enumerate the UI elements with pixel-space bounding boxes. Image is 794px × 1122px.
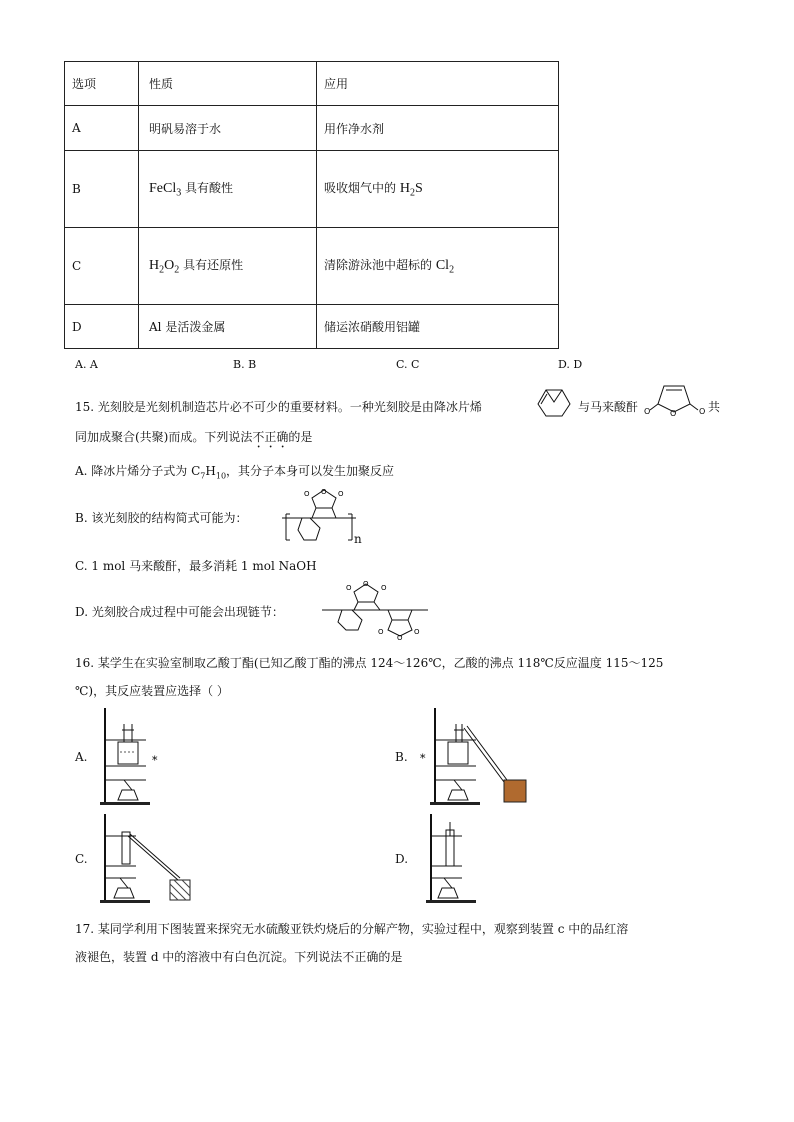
oxygen-label: O — [670, 409, 677, 418]
oxygen-label: O — [397, 634, 403, 642]
polymer-structure-b — [280, 484, 365, 546]
q16-label-a[interactable]: A. — [75, 750, 88, 764]
table-row — [65, 106, 559, 151]
q17-line2: 液褪色，装置 d 中的溶液中有白色沉淀。下列说法不正确的是 — [75, 950, 403, 964]
formula: S — [414, 181, 423, 197]
formula: H — [149, 258, 160, 274]
apparatus-b — [418, 708, 534, 808]
options-table — [64, 61, 559, 349]
row-property — [139, 228, 317, 305]
q15-line2-b: 的是 — [288, 430, 313, 444]
q15-stem-b: 与马来酸酐 — [578, 400, 639, 414]
q17-line1: 17. 某同学利用下图装置来探究无水硫酸亚铁灼烧后的分解产物，实验过程中，观察到装置 c 中的品红溶 — [75, 922, 629, 936]
q15-stem-line2 — [75, 428, 312, 451]
table-header-row — [65, 62, 559, 106]
row-use: 储运浓硝酸用铝罐 — [317, 305, 559, 349]
q16-label-d[interactable]: D. — [395, 852, 409, 866]
oxygen-label: O — [414, 628, 420, 636]
norbornene-structure — [532, 386, 577, 420]
answer-b[interactable]: B. B — [233, 358, 257, 371]
answer-c[interactable]: C. C — [396, 358, 420, 371]
row-use: 用作净水剂 — [317, 106, 559, 151]
polymer-n: n — [354, 532, 362, 546]
q15-stem-c: 共 — [708, 400, 721, 414]
oxygen-label: O — [363, 580, 369, 588]
q16-label-b[interactable]: B. — [395, 750, 408, 764]
row-option: A — [65, 106, 139, 151]
formula-sub: 7 — [200, 471, 206, 481]
formula-sub: 2 — [409, 187, 415, 199]
q16-line1: 16. 某学生在实验室制取乙酸丁酯(已知乙酸丁酯的沸点 124～126℃，乙酸的沸点 118℃反应温度 115～125 — [75, 656, 664, 670]
formula-sub: 2 — [174, 264, 180, 276]
q15-option-c[interactable]: C. 1 mol 马来酸酐，最多消耗 1 mol NaOH — [75, 559, 317, 573]
row-use — [317, 228, 559, 305]
formula-sub: 2 — [159, 264, 165, 276]
q15-emphasis: 不正确 — [252, 430, 289, 444]
oxygen-label: O — [338, 490, 344, 498]
q15-optA-post: ，其分子本身可以发生加聚反应 — [226, 464, 395, 478]
oxygen-label: O — [304, 490, 310, 498]
apparatus-d — [422, 814, 482, 906]
q15-optA-mid: H — [205, 464, 216, 478]
formula: O — [164, 258, 175, 274]
q15-optA-pre: A. 降冰片烯分子式为 C — [75, 464, 201, 478]
oxygen-label: O — [699, 407, 706, 416]
property-text: 具有还原性 — [179, 258, 244, 273]
q16-line2: ℃)，其反应装置应选择（ ） — [75, 684, 229, 698]
formula-sub: 2 — [449, 264, 455, 276]
formula: H — [399, 181, 410, 197]
q15-stem-a: 15. 光刻胶是光刻机制造芯片必不可少的重要材料。一种光刻胶是由降冰片烯 — [75, 400, 482, 414]
apparatus-c — [96, 814, 196, 906]
chain-segment-d — [318, 580, 438, 642]
formula: FeCl — [149, 181, 177, 197]
thermometer-mark: * — [420, 752, 426, 765]
table-row — [65, 228, 559, 305]
row-use — [317, 151, 559, 228]
oxygen-label: O — [346, 584, 352, 592]
q16-label-c[interactable]: C. — [75, 852, 88, 866]
header-use: 应用 — [317, 62, 559, 106]
formula-sub: 10 — [215, 471, 227, 481]
apparatus-a — [96, 708, 176, 808]
oxygen-label: O — [644, 407, 651, 416]
q15-option-b[interactable]: B. 该光刻胶的结构简式可能为： — [75, 511, 248, 525]
row-option: B — [65, 151, 139, 228]
oxygen-label: O — [378, 628, 384, 636]
formula-sub: 3 — [176, 187, 182, 199]
maleic-anhydride-structure — [644, 380, 708, 416]
row-option: D — [65, 305, 139, 349]
q15-option-d[interactable]: D. 光刻胶合成过程中可能会出现链节： — [75, 605, 284, 619]
table-row — [65, 151, 559, 228]
use-text: 清除游泳池中超标的 — [324, 258, 436, 273]
use-text: 吸收烟气中的 — [324, 181, 400, 196]
q15-line2-a: 同加成聚合(共聚)而成。下列说法 — [75, 430, 253, 444]
property-text: 具有酸性 — [181, 181, 234, 196]
oxygen-label: O — [321, 488, 327, 496]
row-property — [139, 151, 317, 228]
row-property: 明矾易溶于水 — [139, 106, 317, 151]
q15-stem-line1 — [75, 398, 482, 415]
header-option: 选项 — [65, 62, 139, 106]
table-row — [65, 305, 559, 349]
answer-a[interactable]: A. A — [75, 358, 98, 371]
answer-d[interactable]: D. D — [558, 358, 583, 371]
header-property: 性质 — [139, 62, 317, 106]
formula: Cl — [435, 258, 450, 274]
thermometer-mark: * — [152, 754, 158, 767]
row-property: Al 是活泼金属 — [139, 305, 317, 349]
q15-option-a[interactable] — [75, 462, 394, 480]
row-option: C — [65, 228, 139, 305]
oxygen-label: O — [381, 584, 387, 592]
